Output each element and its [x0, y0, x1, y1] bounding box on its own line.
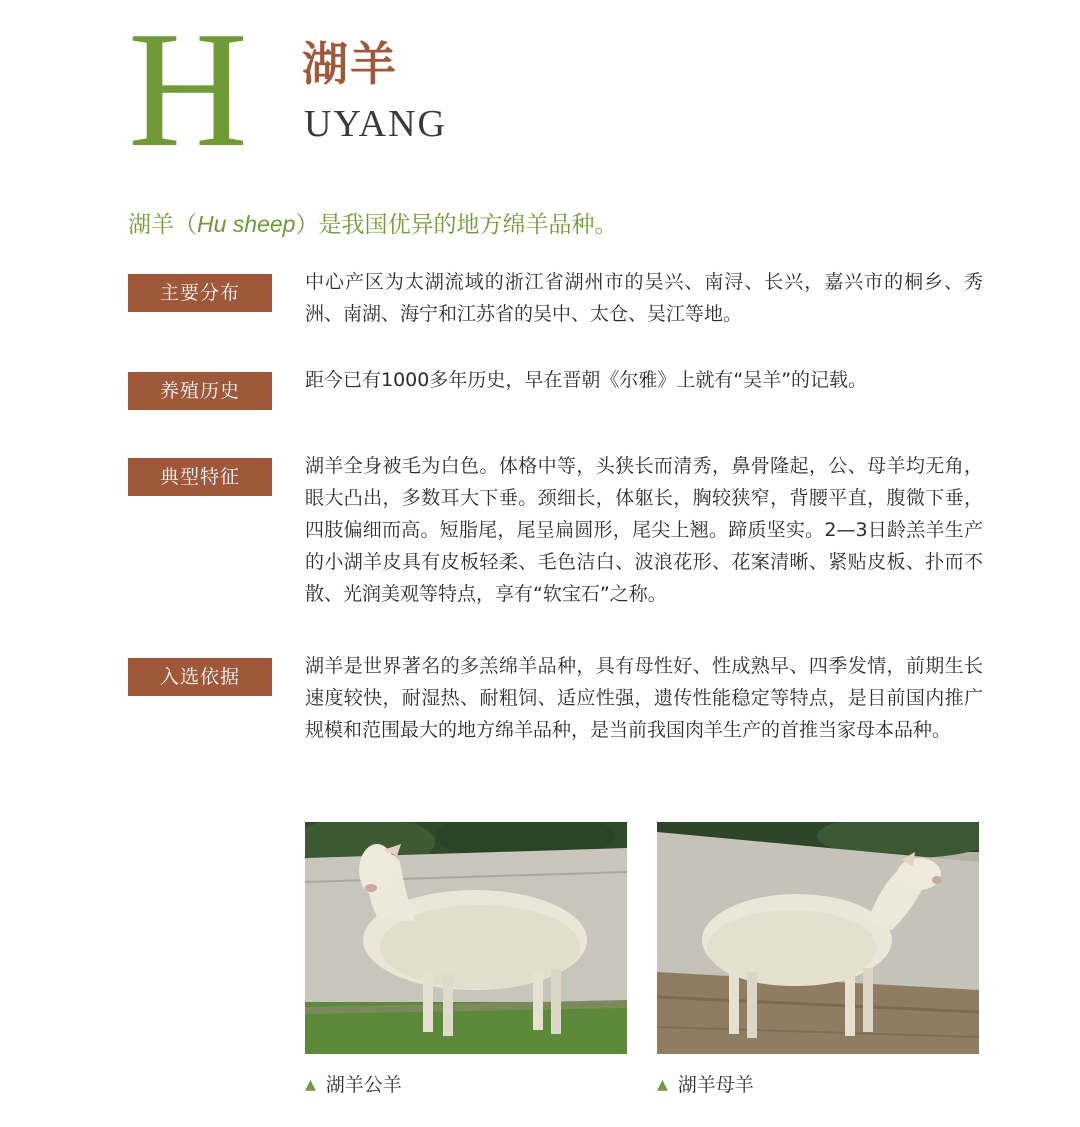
photo-caption-ram	[305, 1072, 402, 1098]
triangle-bullet-icon: ▲	[657, 1077, 668, 1093]
intro-suffix: ）是我国优异的地方绵羊品种。	[295, 212, 618, 238]
section-text: 中心产区为太湖流域的浙江省湖州市的吴兴、南浔、长兴，嘉兴市的桐乡、秀洲、南湖、海宁和江苏省的吴中、太仓、吴江等地。	[305, 271, 983, 325]
section-tag: 入选依据	[128, 658, 272, 696]
triangle-bullet-icon: ▲	[305, 1077, 316, 1093]
section-text: 湖羊是世界著名的多羔绵羊品种，具有母性好、性成熟早、四季发情，前期生长速度较快，耐湿热、耐粗饲、适应性强，遗传性能稳定等特点，是目前国内推广规模和范围最大的地方绵羊品种，是当前我国肉羊生产的首推当家母本品种。	[305, 655, 983, 741]
intro-sentence	[128, 208, 617, 241]
section-text: 湖羊全身被毛为白色。体格中等，头狭长而清秀，鼻骨隆起，公、母羊均无角，眼大凸出，多数耳大下垂。颈细长，体躯长，胸较狭窄，背腰平直，腹微下垂，四肢偏细而高。短脂尾，尾呈扁圆形，尾尖上翘。蹄质坚实。2—3日龄羔羊生产的小湖羊皮具有皮板轻柔、毛色洁白、波浪花形、花案清晰、紧贴皮板、扑而不散、光润美观等特点，享有“软宝石”之称。	[305, 455, 983, 605]
section-text: 距今已有1000多年历史，早在晋朝《尔雅》上就有“吴羊”的记载。	[305, 369, 868, 391]
intro-prefix: 湖羊（	[128, 212, 197, 238]
photo-caption-ewe	[657, 1072, 754, 1098]
page-title-english: UYANG	[304, 103, 447, 145]
page-title: 湖羊	[302, 37, 398, 91]
intro-latin-name: Hu sheep	[197, 211, 296, 237]
caption-text: 湖羊母羊	[677, 1074, 754, 1096]
photo-ewe	[657, 822, 979, 1054]
caption-text: 湖羊公羊	[325, 1074, 402, 1096]
section-tag: 典型特征	[128, 458, 272, 496]
section-tag: 养殖历史	[128, 372, 272, 410]
big-initial-letter: H	[128, 0, 244, 181]
photo-ram	[305, 822, 627, 1054]
section-tag: 主要分布	[128, 274, 272, 312]
